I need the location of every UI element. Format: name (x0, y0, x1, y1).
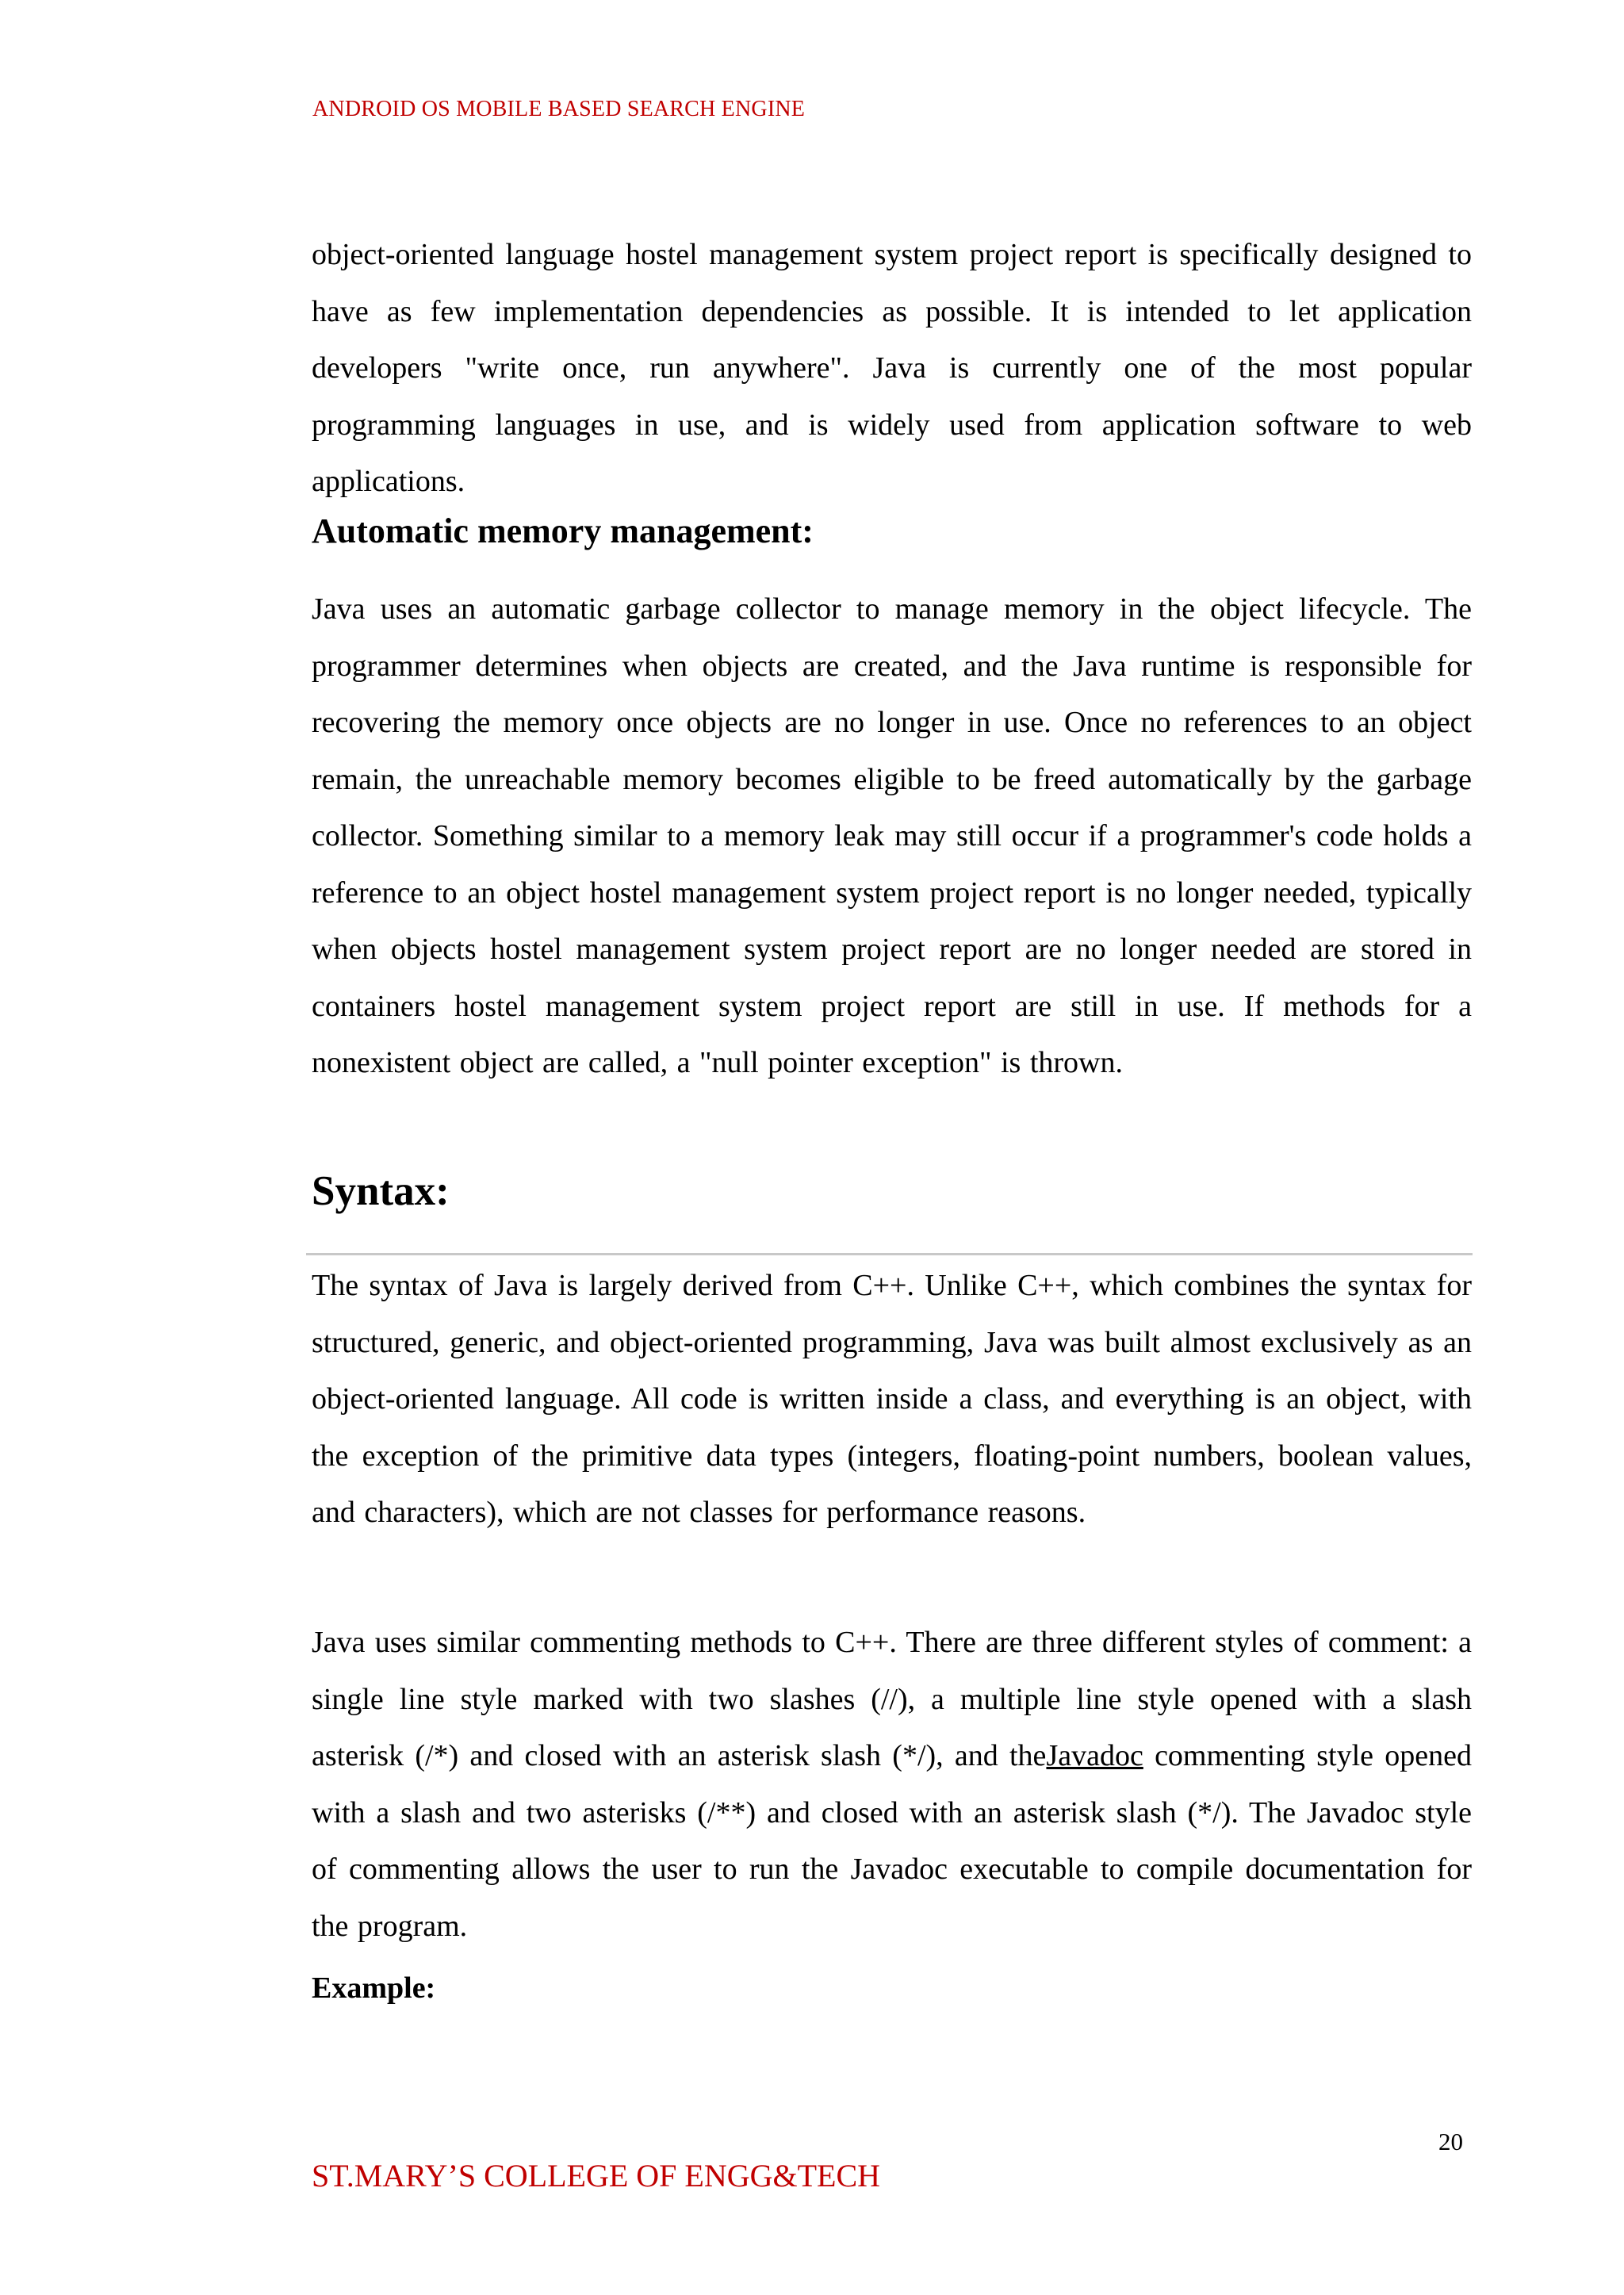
intro-paragraph: object-oriented language hostel management system project report is specifically designed to have as few implementation dependencies as possible. It is intended to let application developers "write once, run anywhere". Java is currently one of the most popular programming languages in use, and is widely used from application software to web applications. (312, 238, 1472, 498)
section-divider (306, 1253, 1473, 1255)
javadoc-link[interactable]: Javadoc (1046, 1739, 1143, 1772)
syntax-heading-block (312, 1163, 1472, 1219)
syntax-paragraph-1: The syntax of Java is largely derived from C++. Unlike C++, which combines the syntax for structured, generic, and object-oriented programming, Java was built almost exclusively as an object-oriented language. All code is written inside a class, and everything is an object, with the exception of the primitive data types (integers, floating-point numbers, boolean values, and characters), which are not classes for performance reasons. (312, 1269, 1472, 1529)
syntax-para1-block (312, 1258, 1472, 1542)
example-block (312, 1971, 1472, 2006)
memory-management-paragraph: Java uses an automatic garbage collector to manage memory in the object lifecycle. The programmer determines when objects are created, and the Java runtime is responsible for recovering the memory once objects are no longer in use. Once no references to an object remain, the unreachable memory becomes eligible to be freed automatically by the garbage collector. Something similar to a memory leak may still occur if a programmer's code holds a reference to an object hostel management system project report is no longer needed, typically when objects hostel management system project report are no longer needed are stored in containers hostel management system project report are still in use. If methods for a nonexistent object are called, a "null pointer exception" is thrown. (312, 592, 1472, 1079)
example-label: Example: (312, 1971, 436, 2005)
page-number: 20 (1438, 2128, 1463, 2155)
syntax-heading: Syntax: (312, 1168, 450, 1214)
syntax-paragraph-2 (312, 1615, 1472, 1955)
intro-block (312, 227, 1472, 511)
running-footer: ST.MARY’S COLLEGE OF ENGG&TECH (312, 2158, 881, 2193)
running-header: ANDROID OS MOBILE BASED SEARCH ENGINE (312, 97, 806, 121)
memory-heading-block (312, 508, 1472, 555)
syntax-paragraph-2-end: commenting style opened with a slash and two asterisks (/**) and closed with an asterisk slash (*/). The Javadoc style of commenting allows the user to run the Javadoc executable to compile documentation for the program. (312, 1739, 1473, 1943)
syntax-para2-block (312, 1615, 1472, 1955)
memory-body-block (312, 581, 1472, 1092)
memory-management-heading: Automatic memory management: (312, 511, 814, 550)
syntax-paragraph-2-start: Java uses similar commenting methods to C++. There are three different styles of comment: a single line style marked with two slashes (//), a multiple line style opened with a slash asterisk (/*) and closed with an asterisk slash (*/), and the (312, 1626, 1472, 1772)
